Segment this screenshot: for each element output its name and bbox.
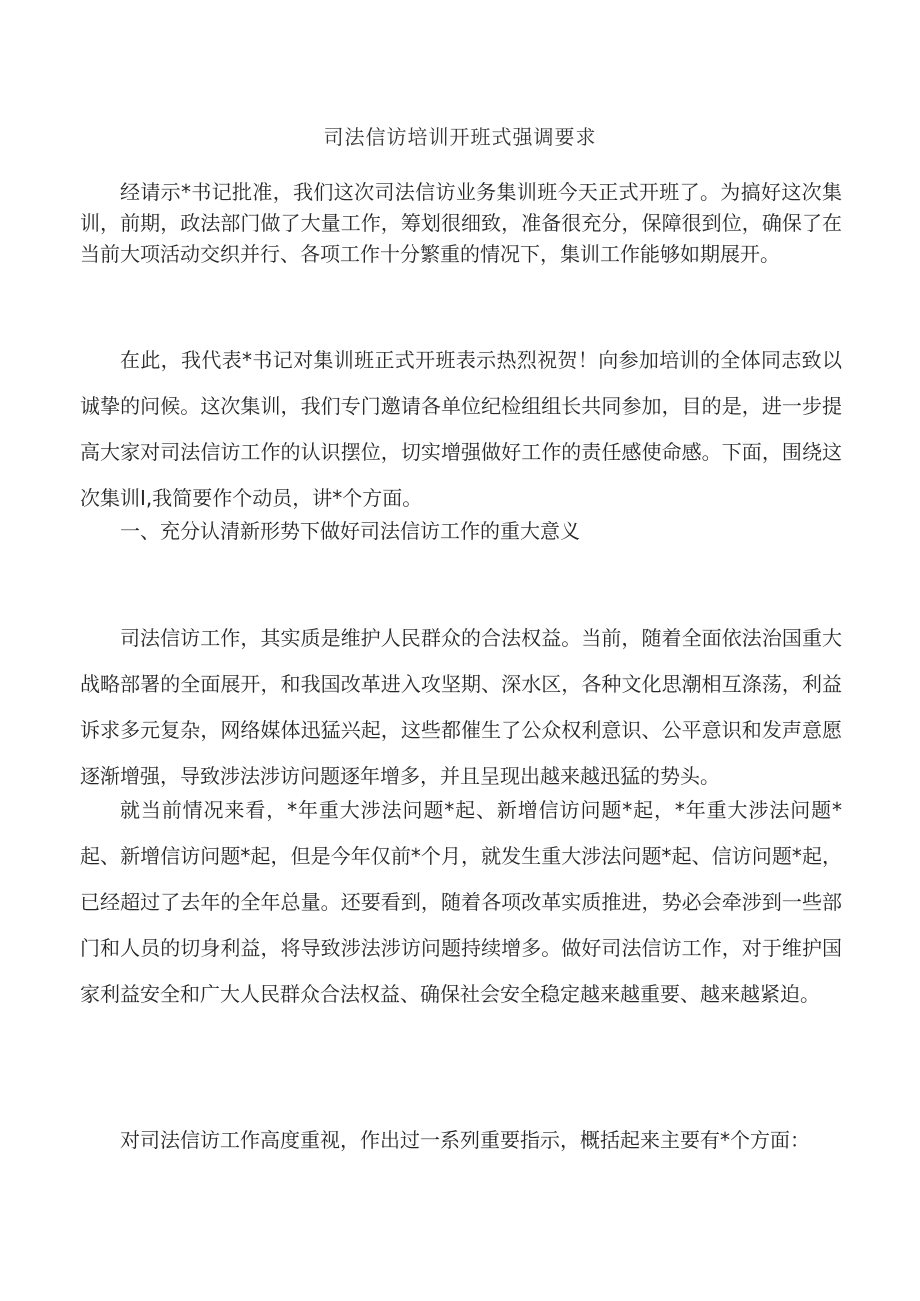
paragraph-current-situation: 就当前情况来看，*年重大涉法问题*起、新增信访问题*起，*年重大涉法问题*起、新增信访问题*起，但是今年仅前*个月，就发生重大涉法问题*起、信访问题*起，已经超过了去年的全年总量。还要看到，随着各项改革实质推进，势必会牵涉到一些部门和人员的切身利益，将导致涉法涉访问题持续增多。做好司法信访工作，对于维护国家利益安全和广大人民群众合法权益、确保社会安全稳定越来越重要、越来越紧迫。 [80, 798, 842, 1006]
section-heading-1: 一、充分认清新形势下做好司法信访工作的重大意义 [120, 519, 580, 543]
paragraph-opening: 经请示*书记批准，我们这次司法信访业务集训班今天正式开班了。为搞好这次集训，前期，政法部门做了大量工作，筹划很细致，准备很充分，保障很到位，确保了在当前大项活动交织并行、各项工作十分繁重的情况下，集训工作能够如期展开。 [80, 180, 842, 266]
paragraph-congratulations: 在此，我代表*书记对集训班正式开班表示热烈祝贺！向参加培训的全体同志致以诚挚的问候。这次集训，我们专门邀请各单位纪检组组长共同参加，目的是，进一步提高大家对司法信访工作的认识摆位，切实增强做好工作的责任感使命感。下面，围绕这次集训I,我简要作个动员，讲*个方面。 [80, 348, 842, 510]
paragraph-significance: 司法信访工作，其实质是维护人民群众的合法权益。当前，随着全面依法治国重大战略部署的全面展开，和我国改革进入攻坚期、深水区，各种文化思潮相互涤荡，利益诉求多元复杂，网络媒体迅猛兴起，这些都催生了公众权利意识、公平意识和发声意愿逐渐增强，导致涉法涉访问题逐年增多，并且呈现出越来越迅猛的势头。 [80, 626, 842, 788]
paragraph-instructions: 对司法信访工作高度重视，作出过一系列重要指示，概括起来主要有*个方面： [120, 1128, 810, 1152]
document-title: 司法信访培训开班式强调要求 [323, 125, 597, 149]
